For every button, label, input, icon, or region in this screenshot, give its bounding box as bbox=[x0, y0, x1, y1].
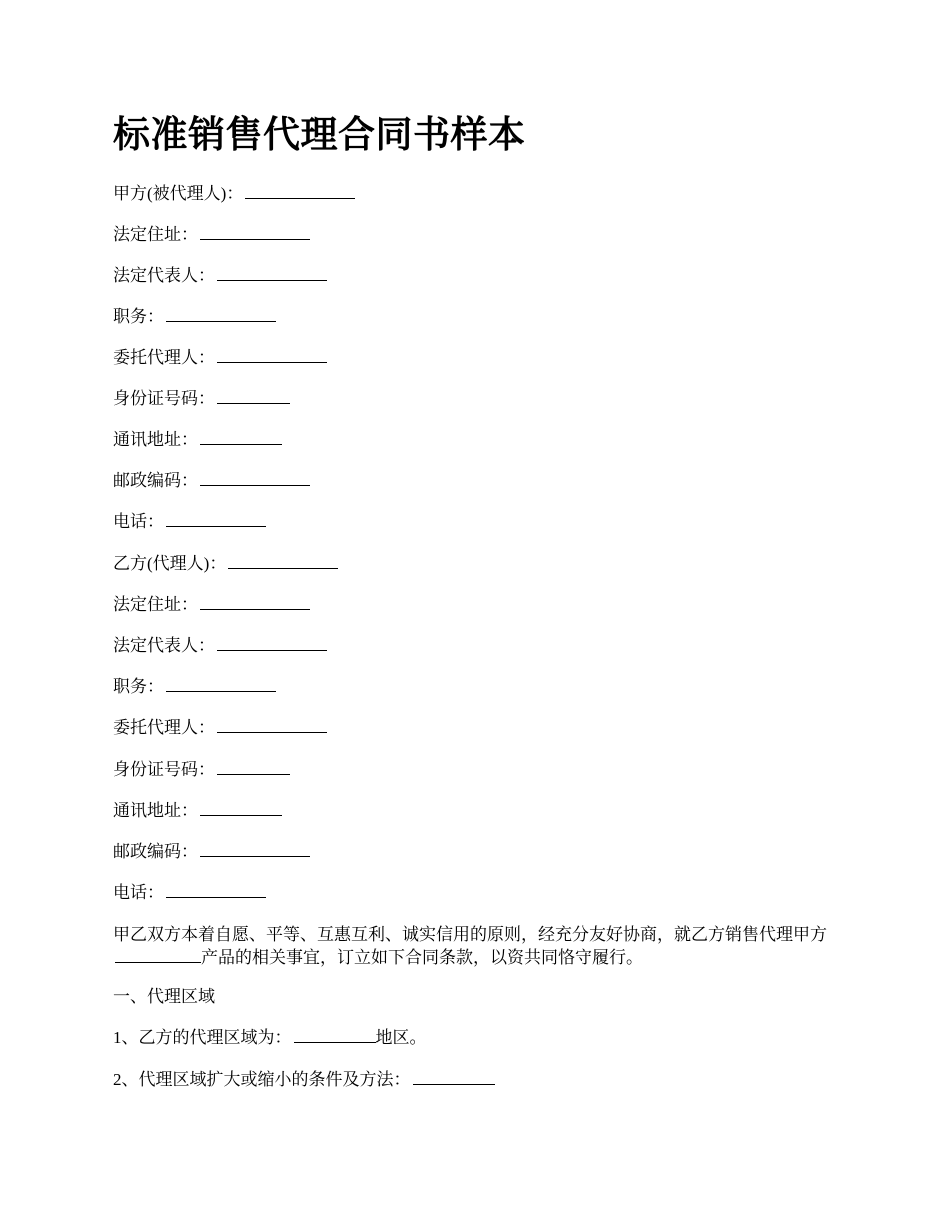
document-title: 标准销售代理合同书样本 bbox=[113, 115, 526, 156]
party-b-header bbox=[113, 552, 338, 576]
party-b-phone-blank[interactable] bbox=[166, 881, 266, 898]
party-b-id-number bbox=[113, 758, 290, 782]
party-a-position-blank[interactable] bbox=[166, 305, 276, 322]
party-a-name-blank[interactable] bbox=[245, 182, 355, 199]
party-b-legal-rep-blank[interactable] bbox=[217, 634, 327, 651]
section-1-item-2-label: 2、代理区域扩大或缩小的条件及方法： bbox=[113, 1070, 411, 1089]
product-name-blank[interactable] bbox=[115, 946, 201, 963]
party-b-agent-blank[interactable] bbox=[217, 716, 327, 733]
section-1-item-2 bbox=[113, 1068, 495, 1092]
party-b-postal-code-label: 邮政编码： bbox=[113, 842, 198, 861]
party-a-position bbox=[113, 305, 276, 329]
party-b-id-number-label: 身份证号码： bbox=[113, 760, 215, 779]
region-change-blank[interactable] bbox=[413, 1068, 495, 1085]
party-a-mail-address-blank[interactable] bbox=[200, 428, 282, 445]
party-a-legal-address-label: 法定住址： bbox=[113, 225, 198, 244]
section-1-item-1 bbox=[113, 1026, 427, 1050]
party-a-phone bbox=[113, 510, 266, 534]
party-b-header-label: 乙方(代理人)： bbox=[113, 554, 227, 573]
party-a-id-number bbox=[113, 387, 290, 411]
party-a-position-label: 职务： bbox=[113, 307, 164, 326]
party-b-legal-rep-label: 法定代表人： bbox=[113, 636, 215, 655]
party-a-id-number-blank[interactable] bbox=[217, 387, 290, 404]
party-a-mail-address bbox=[113, 428, 282, 452]
party-a-phone-blank[interactable] bbox=[166, 510, 266, 527]
party-a-id-number-label: 身份证号码： bbox=[113, 389, 215, 408]
party-b-agent bbox=[113, 716, 327, 740]
party-a-postal-code-blank[interactable] bbox=[200, 469, 310, 486]
party-a-mail-address-label: 通讯地址： bbox=[113, 430, 198, 449]
party-a-legal-rep-label: 法定代表人： bbox=[113, 266, 215, 285]
party-a-phone-label: 电话： bbox=[113, 512, 164, 531]
party-a-agent-label: 委托代理人： bbox=[113, 348, 215, 367]
party-a-agent-blank[interactable] bbox=[217, 346, 327, 363]
party-a-legal-rep bbox=[113, 264, 327, 288]
intro-text-part2: 产品的相关事宜，订立如下合同条款，以资共同恪守履行。 bbox=[201, 948, 643, 967]
party-b-phone bbox=[113, 881, 266, 905]
party-b-mail-address-blank[interactable] bbox=[200, 799, 282, 816]
party-a-agent bbox=[113, 346, 327, 370]
section-1-item-1-suffix: 地区。 bbox=[375, 1028, 427, 1047]
party-a-legal-address-blank[interactable] bbox=[200, 223, 310, 240]
party-a-header bbox=[113, 182, 355, 206]
party-b-id-number-blank[interactable] bbox=[217, 758, 290, 775]
party-a-postal-code bbox=[113, 469, 310, 493]
section-1-item-1-prefix: 1、乙方的代理区域为： bbox=[113, 1028, 292, 1047]
intro-paragraph bbox=[113, 924, 843, 969]
party-b-postal-code bbox=[113, 840, 310, 864]
party-b-legal-address-blank[interactable] bbox=[200, 593, 310, 610]
party-b-agent-label: 委托代理人： bbox=[113, 718, 215, 737]
party-b-legal-rep bbox=[113, 634, 327, 658]
party-b-legal-address-label: 法定住址： bbox=[113, 595, 198, 614]
party-a-legal-rep-blank[interactable] bbox=[217, 264, 327, 281]
section-1-heading: 一、代理区域 bbox=[113, 987, 215, 1006]
party-b-position-blank[interactable] bbox=[166, 675, 276, 692]
party-b-legal-address bbox=[113, 593, 310, 617]
party-b-mail-address-label: 通讯地址： bbox=[113, 801, 198, 820]
party-b-mail-address bbox=[113, 799, 282, 823]
party-a-legal-address bbox=[113, 223, 310, 247]
party-a-header-label: 甲方(被代理人)： bbox=[113, 184, 244, 203]
intro-text-part1: 甲乙双方本着自愿、平等、互惠互利、诚实信用的原则，经充分友好协商，就乙方销售代理甲方 bbox=[113, 925, 827, 944]
party-a-postal-code-label: 邮政编码： bbox=[113, 471, 198, 490]
party-b-name-blank[interactable] bbox=[228, 552, 338, 569]
party-b-phone-label: 电话： bbox=[113, 883, 164, 902]
party-b-position-label: 职务： bbox=[113, 677, 164, 696]
party-b-postal-code-blank[interactable] bbox=[200, 840, 310, 857]
party-b-position bbox=[113, 675, 276, 699]
region-blank[interactable] bbox=[294, 1026, 376, 1043]
